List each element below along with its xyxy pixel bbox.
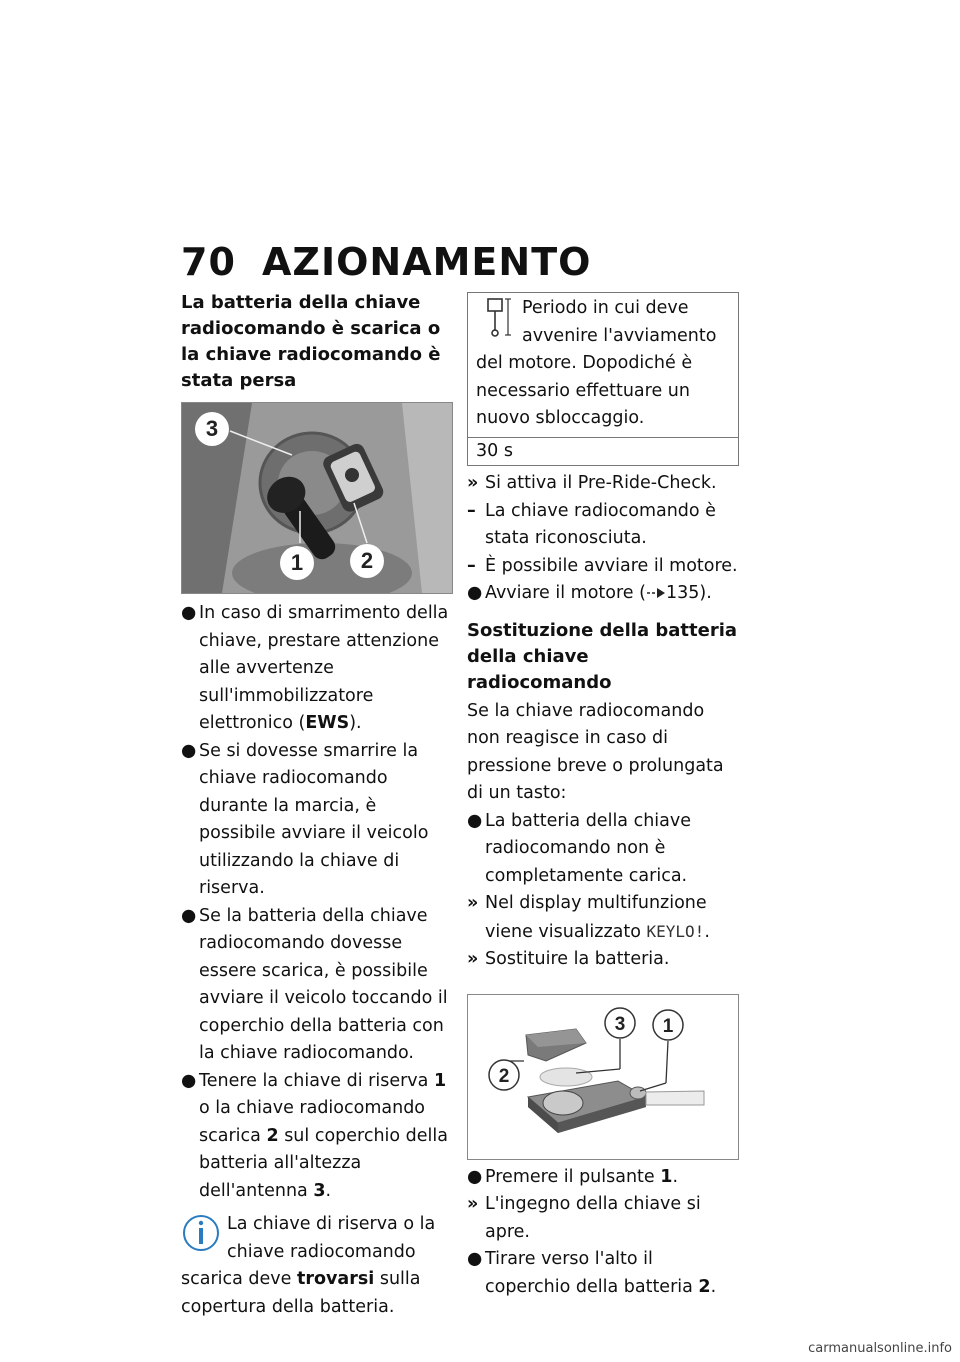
section-heading-battery-lost: La batteria della chiave radiocomando è scarica o la chiave radiocomando è stata persa <box>181 292 441 391</box>
dash-marker: – <box>467 500 476 521</box>
list-item: » Sostituire la batteria. <box>467 946 739 974</box>
svg-text:1: 1 <box>662 1015 674 1037</box>
list-item: – È possibile avviare il motore. <box>467 553 739 581</box>
bullet-marker: ● <box>467 810 483 831</box>
list-item: ● Se la batteria della chiave radiocomando dovesse essere scarica, è possibile avviare il veicolo toccando il coperchio della batteria con la chiave radiocomando. <box>181 903 453 1068</box>
callout-1 <box>280 546 314 580</box>
svg-text:2: 2 <box>360 548 374 573</box>
list-item: ● Tirare verso l'alto il coperchio della batteria 2. <box>467 1246 739 1301</box>
bullet-marker: ● <box>181 740 197 761</box>
dash-marker: – <box>467 555 476 576</box>
result-marker: » <box>467 1194 479 1214</box>
bullet-marker: ● <box>467 583 483 603</box>
spec-description: Periodo in cui deve avvenire l'avviamento del motore. Dopodiché è necessario effettuare un nuovo sbloccaggio. <box>476 298 717 428</box>
list-item: – La chiave radiocomando è stata riconosciuta. <box>467 498 739 553</box>
spec-value: 30 s <box>476 440 513 461</box>
key-battery-illustration <box>468 995 738 1159</box>
figure-key-on-battery-cover <box>181 402 453 594</box>
result-list-start <box>467 470 739 608</box>
step-list-open-key <box>467 1164 739 1302</box>
result-marker: » <box>467 893 479 913</box>
bullet-list-lost-key <box>181 600 453 1205</box>
page-title: AZIONAMENTO <box>262 240 592 284</box>
list-item: ● Avviare il motore ( 135). <box>467 580 739 608</box>
left-column <box>181 290 453 1321</box>
list-item: » L'ingegno della chiave si apre. <box>467 1191 739 1246</box>
result-marker: » <box>467 949 479 969</box>
info-icon <box>181 1211 221 1255</box>
list-item: ● Premere il pulsante 1. <box>467 1164 739 1192</box>
bullet-marker: ● <box>181 1070 197 1091</box>
key-photo-illustration <box>182 403 452 593</box>
bullet-marker: ● <box>181 905 197 926</box>
ref-ews: EWS <box>305 713 350 733</box>
spec-table-start-window <box>467 292 739 466</box>
list-item: » Nel display multifunzione viene visualizzato KEYLO!. <box>467 890 739 946</box>
bullet-marker: ● <box>181 603 197 623</box>
callout-3 <box>605 1008 635 1038</box>
list-item: ● In caso di smarrimento della chiave, prestare attenzione alle avvertenze sull'immobilizzatore elettronico (EWS). <box>181 600 453 738</box>
watermark-site: carmanualsonline.info <box>808 1341 952 1356</box>
result-list-battery <box>467 808 739 974</box>
svg-text:1: 1 <box>290 550 304 575</box>
bullet-marker: ● <box>467 1166 483 1187</box>
display-code-keylo: KEYLO! <box>646 921 705 941</box>
info-note: La chiave di riserva o la chiave radiocomando scarica deve trovarsi sulla copertura della batteria. <box>181 1211 453 1321</box>
svg-text:3: 3 <box>205 416 219 441</box>
page-ref-135[interactable]: 135 <box>665 583 700 603</box>
figure-key-battery-parts <box>467 994 739 1160</box>
callout-2 <box>350 544 384 578</box>
callout-2 <box>489 1060 519 1090</box>
list-item: » Si attiva il Pre-Ride-Check. <box>467 470 739 498</box>
right-column <box>467 292 739 1301</box>
list-item: ● Tenere la chiave di riserva 1 o la chiave radiocomando scarica 2 sul coperchio della batteria all'altezza dell'antenna 3. <box>181 1068 453 1206</box>
bullet-marker: ● <box>467 1249 483 1269</box>
result-marker: » <box>467 473 479 493</box>
svg-text:2: 2 <box>498 1065 510 1087</box>
section-heading-battery-replacement: Sostituzione della batteria della chiave radiocomando <box>467 619 738 693</box>
page-reference-arrow-icon <box>646 587 666 599</box>
page-number: 70 <box>181 240 236 284</box>
intro-paragraph: Se la chiave radiocomando non reagisce in caso di pressione breve o prolungata di un tasto: <box>467 700 724 803</box>
engine-start-timing-icon <box>476 295 516 339</box>
callout-1 <box>653 1010 683 1040</box>
callout-3 <box>195 412 229 446</box>
list-item: ● La batteria della chiave radiocomando non è completamente carica. <box>467 808 739 891</box>
svg-text:3: 3 <box>614 1013 626 1035</box>
list-item: ● Se si dovesse smarrire la chiave radiocomando durante la marcia, è possibile avviare il veicolo utilizzando la chiave di riserva. <box>181 738 453 903</box>
